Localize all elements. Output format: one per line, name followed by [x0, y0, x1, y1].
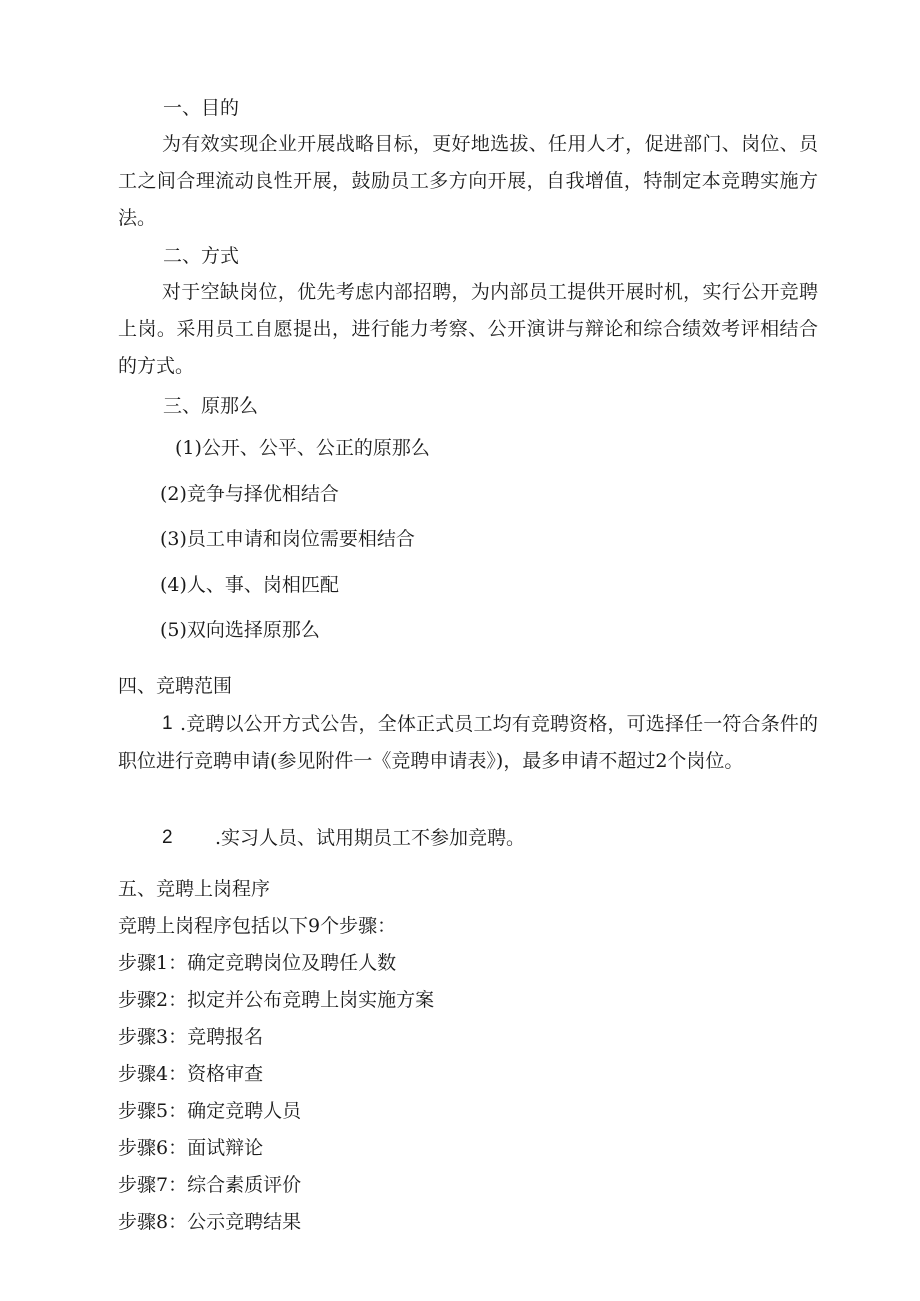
scope-item-number: 1 — [162, 713, 173, 734]
section-1-body: 为有效实现企业开展战略目标，更好地选拔、任用人才，促进部门、岗位、员工之间合理流动良性开展，鼓励员工多方向开展，自我增值，特制定本竞聘实施方法。 — [118, 133, 818, 229]
procedure-step: 步骤4：资格审查 — [118, 1063, 264, 1085]
section-2-heading: 二、方式 — [163, 245, 240, 267]
section-1-heading: 一、目的 — [163, 97, 240, 119]
procedure-step: 步骤2：拟定并公布竞聘上岗实施方案 — [118, 989, 435, 1011]
procedure-step: 步骤3：竞聘报名 — [118, 1026, 264, 1048]
section-4-heading: 四、竞聘范围 — [118, 675, 233, 697]
section-3-heading: 三、原那么 — [163, 395, 259, 417]
procedure-intro: 竞聘上岗程序包括以下9个步骤： — [118, 915, 397, 937]
scope-item-text: .竞聘以公开方式公告，全体正式员工均有竞聘资格，可选择任一符合条件的职位进行竞聘申请(参见附件一《竞聘申请表》)，最多申请不超过2个岗位。 — [118, 713, 818, 772]
scope-item-text: .实习人员、试用期员工不参加竞聘。 — [215, 827, 526, 849]
section-2-body: 对于空缺岗位，优先考虑内部招聘，为内部员工提供开展时机，实行公开竞聘上岗。采用员工自愿提出，进行能力考察、公开演讲与辩论和综合绩效考评相结合的方式。 — [118, 281, 818, 377]
scope-item-number: 2 — [162, 827, 173, 848]
principle-item: (1)公开、公平、公正的原那么 — [175, 437, 430, 459]
procedure-step: 步骤5：确定竞聘人员 — [118, 1100, 302, 1122]
procedure-step: 步骤8：公示竞聘结果 — [118, 1211, 302, 1233]
procedure-step: 步骤7：综合素质评价 — [118, 1174, 302, 1196]
section-5-heading: 五、竞聘上岗程序 — [118, 878, 271, 900]
principle-item: (4)人、事、岗相匹配 — [160, 574, 339, 596]
principle-item: (3)员工申请和岗位需要相结合 — [160, 528, 415, 550]
procedure-step: 步骤6：面试辩论 — [118, 1137, 264, 1159]
principle-item: (5)双向选择原那么 — [160, 619, 320, 641]
procedure-step: 步骤1：确定竞聘岗位及聘任人数 — [118, 952, 397, 974]
principle-item: (2)竞争与择优相结合 — [160, 483, 339, 505]
